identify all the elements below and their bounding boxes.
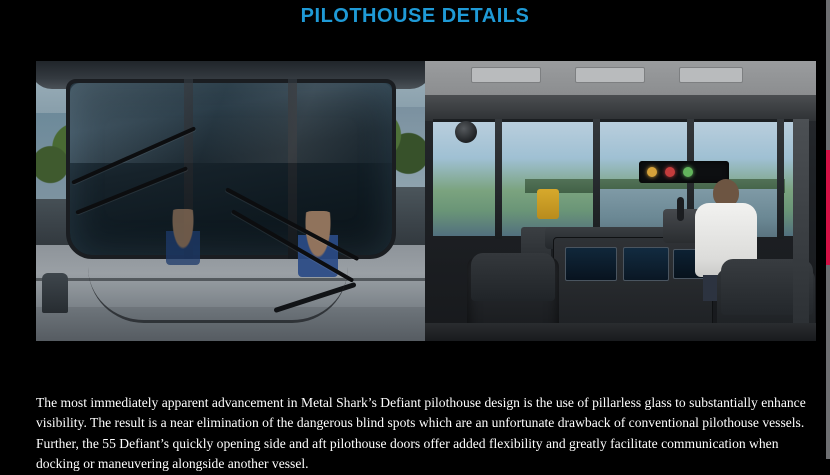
indicator-light-amber bbox=[647, 167, 657, 177]
dock-bollard bbox=[42, 273, 68, 313]
crew-silhouette-secondary bbox=[166, 209, 200, 265]
multifunction-display-1 bbox=[565, 247, 617, 281]
interior-helm-photo bbox=[425, 61, 816, 341]
ceiling-light-panel-2 bbox=[575, 67, 645, 83]
pillarless-windshield bbox=[66, 79, 396, 259]
page-title: PILOTHOUSE DETAILS bbox=[300, 5, 530, 27]
multifunction-display-2 bbox=[623, 247, 669, 281]
overhead-speaker bbox=[455, 121, 477, 143]
exterior-windshield-photo bbox=[36, 61, 425, 341]
throttle-lever bbox=[677, 197, 684, 221]
overhead-console-shelf bbox=[425, 95, 816, 121]
deck-hose bbox=[88, 267, 348, 323]
stowed-life-vest bbox=[537, 189, 559, 219]
indicator-light-red bbox=[665, 167, 675, 177]
ceiling-light-panel-1 bbox=[471, 67, 541, 83]
window-mullion-4 bbox=[777, 119, 784, 239]
window-mullion-2 bbox=[593, 119, 600, 239]
window-mullion-1 bbox=[495, 119, 502, 239]
photo-row bbox=[36, 61, 816, 341]
windshield-mullion-right bbox=[288, 79, 297, 259]
body-paragraph: The most immediately apparent advancement in Metal Shark’s Defiant pilothouse design is the use of pillarless glass to substantially enhance visibility. The result is a near elimination of the dangerous blind spots which are an unfortunate drawback of conventional pilothouse vessels. Further, the 55 Defiant’s quickly opening side and aft pilothouse doors offer added flexibility and greatly facilitate communication when docking or maneuvering alongside another vessel. bbox=[36, 394, 806, 472]
ceiling-light-panel-3 bbox=[679, 67, 743, 83]
cabin-floor bbox=[425, 323, 816, 341]
side-door-post bbox=[793, 119, 809, 341]
helm-seat-left-backrest bbox=[471, 253, 555, 301]
interior-photo-canvas bbox=[425, 61, 816, 341]
right-edge-accent bbox=[826, 150, 830, 265]
indicator-light-green bbox=[683, 167, 693, 177]
exterior-photo-canvas bbox=[36, 61, 425, 341]
